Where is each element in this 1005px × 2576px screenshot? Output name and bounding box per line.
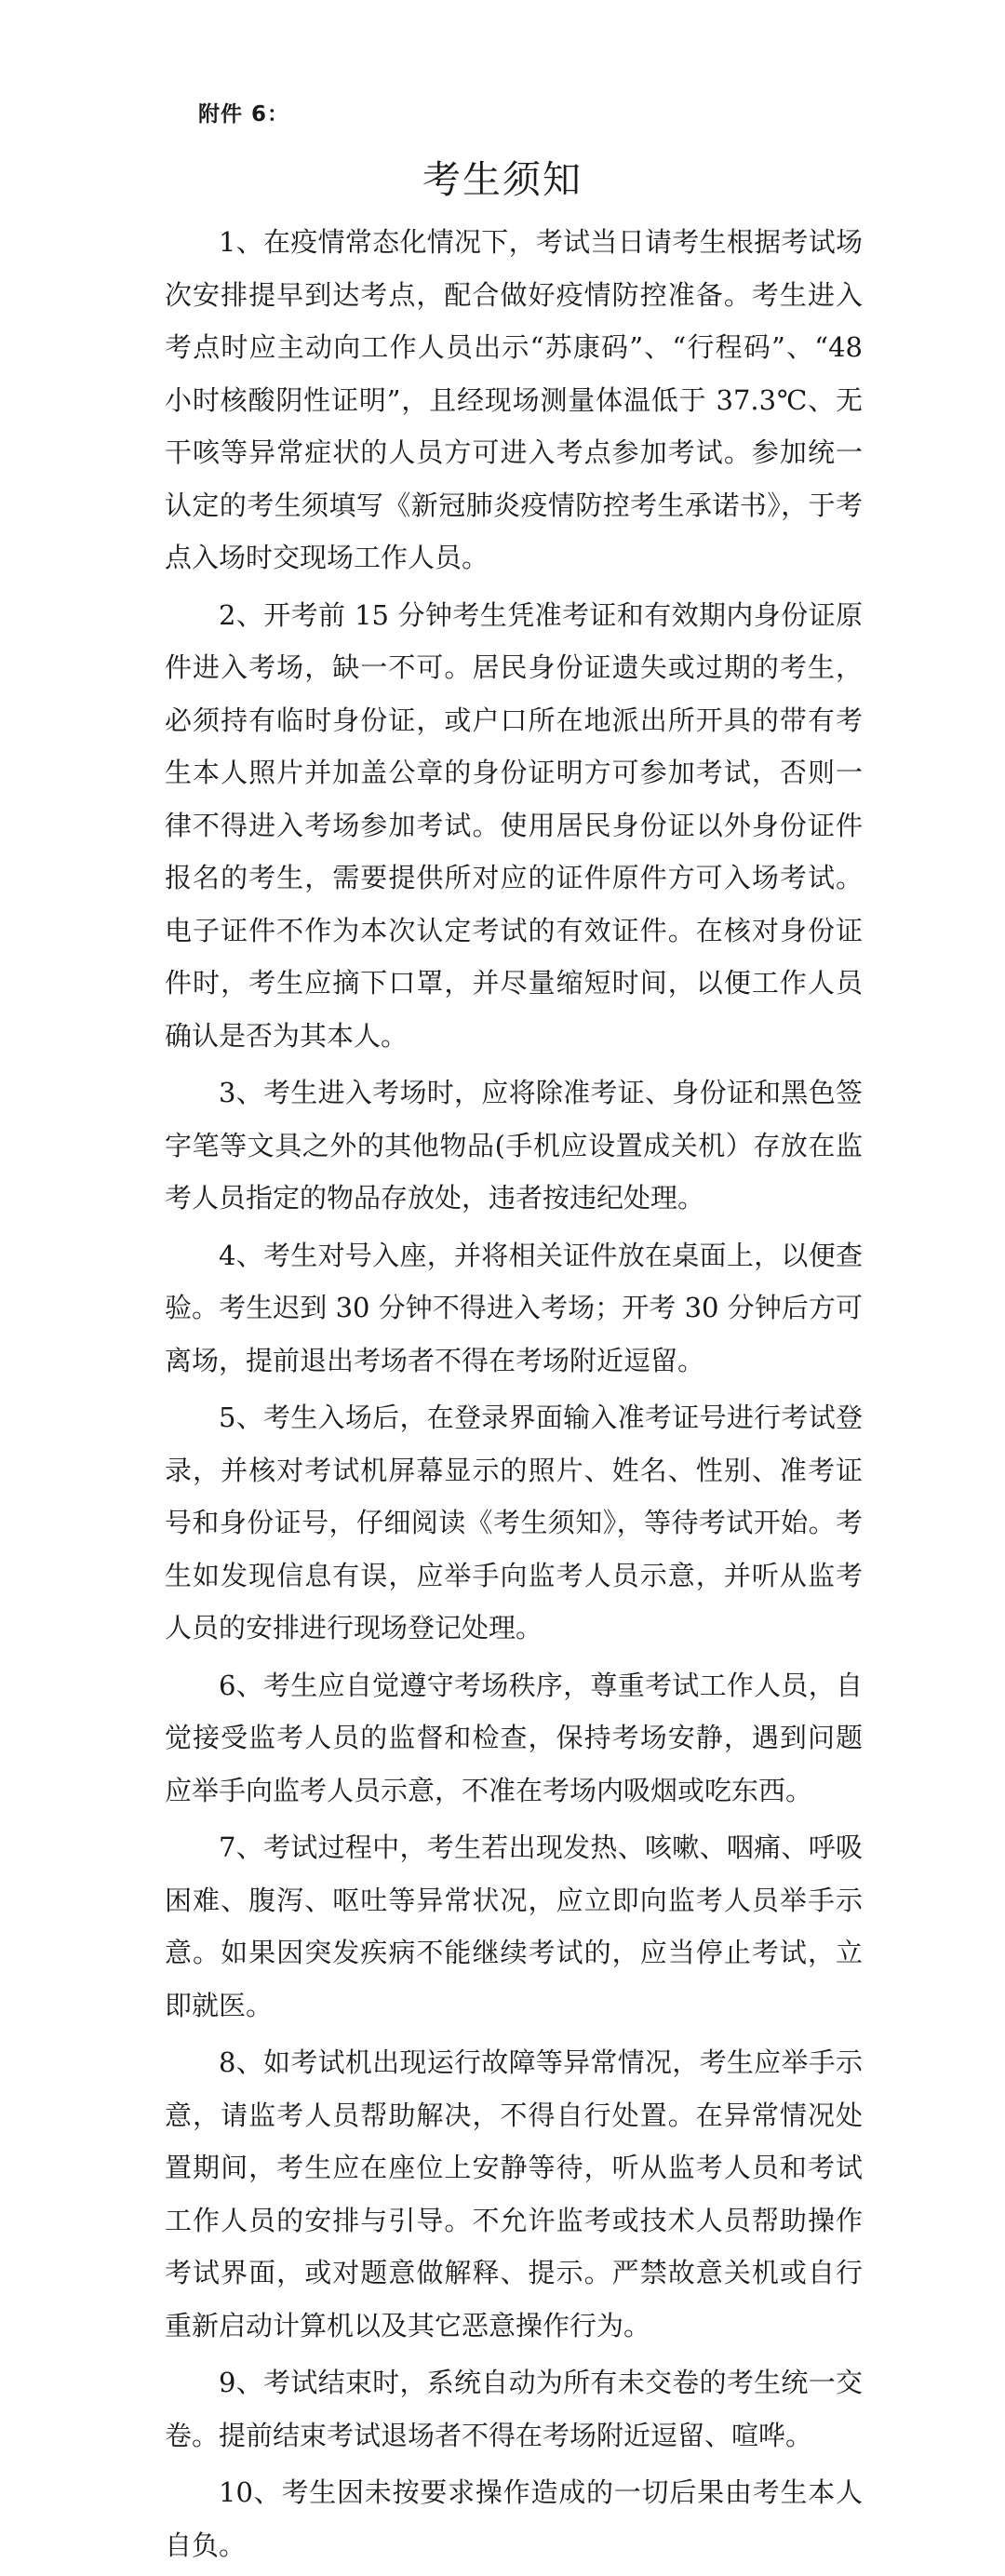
attachment-label: 附件 6：	[198, 102, 290, 127]
paragraph-9: 9、考试结束时，系统自动为所有未交卷的考生统一交卷。提前结束考试退场者不得在考场附近逗留、喧哗。	[165, 2367, 863, 2451]
paragraph-5: 5、考生入场后，在登录界面输入准考证号进行考试登录，并核对考试机屏幕显示的照片、姓名、性别、准考证号和身份证号，仔细阅读《考生须知》，等待考试开始。考生如发现信息有误，应举手向监考人员示意，并听从监考人员的安排进行现场登记处理。	[165, 1402, 863, 1644]
paragraph-1: 1、在疫情常态化情况下，考试当日请考生根据考试场次安排提早到达考点，配合做好疫情防控准备。考生进入考点时应主动向工作人员出示“苏康码”、“行程码”、“48 小时核酸阴性证明”，且经现场测量体温低于 37.3℃、无干咳等异常症状的人员方可进入考点参加考试。参加统一认定的考生须填写《新冠肺炎疫情防控考生承诺书》，于考点入场时交现场工作人员。	[165, 226, 863, 573]
paragraph-2: 2、开考前 15 分钟考生凭准考证和有效期内身份证原件进入考场，缺一不可。居民身份证遗失或过期的考生，必须持有临时身份证，或户口所在地派出所开具的带有考生本人照片并加盖公章的身份证明方可参加考试，否则一律不得进入考场参加考试。使用居民身份证以外身份证件报名的考生，需要提供所对应的证件原件方可入场考试。电子证件不作为本次认定考试的有效证件。在核对身份证件时，考生应摘下口罩，并尽量缩短时间，以便工作人员确认是否为其本人。	[165, 598, 863, 1052]
page-title: 考生须知	[422, 157, 583, 202]
notice-body	[165, 216, 863, 2576]
paragraph-10: 10、考生因未按要求操作造成的一切后果由考生本人自负。	[165, 2476, 863, 2561]
paragraph-4: 4、考生对号入座，并将相关证件放在桌面上，以便查验。考生迟到 30 分钟不得进入考场；开考 30 分钟后方可离场，提前退出考场者不得在考场附近逗留。	[165, 1239, 863, 1376]
paragraph-6: 6、考生应自觉遵守考场秩序，尊重考试工作人员，自觉接受监考人员的监督和检查，保持考场安静，遇到问题应举手向监考人员示意，不准在考场内吸烟或吃东西。	[165, 1669, 863, 1806]
paragraph-7: 7、考试过程中，考生若出现发热、咳嗽、咽痛、呼吸困难、腹泻、呕吐等异常状况，应立即向监考人员举手示意。如果因突发疾病不能继续考试的，应当停止考试，立即就医。	[165, 1831, 863, 2021]
paragraph-3: 3、考生进入考场时，应将除准考证、身份证和黑色签字笔等文具之外的其他物品(手机应设置成关机）存放在监考人员指定的物品存放处，违者按违纪处理。	[165, 1077, 863, 1214]
paragraph-8: 8、如考试机出现运行故障等异常情况，考生应举手示意，请监考人员帮助解决，不得自行处置。在异常情况处置期间，考生应在座位上安静等待，听从监考人员和考试工作人员的安排与引导。不允许监考或技术人员帮助操作考试界面，或对题意做解释、提示。严禁故意关机或自行重新启动计算机以及其它恶意操作行为。	[165, 2046, 863, 2341]
